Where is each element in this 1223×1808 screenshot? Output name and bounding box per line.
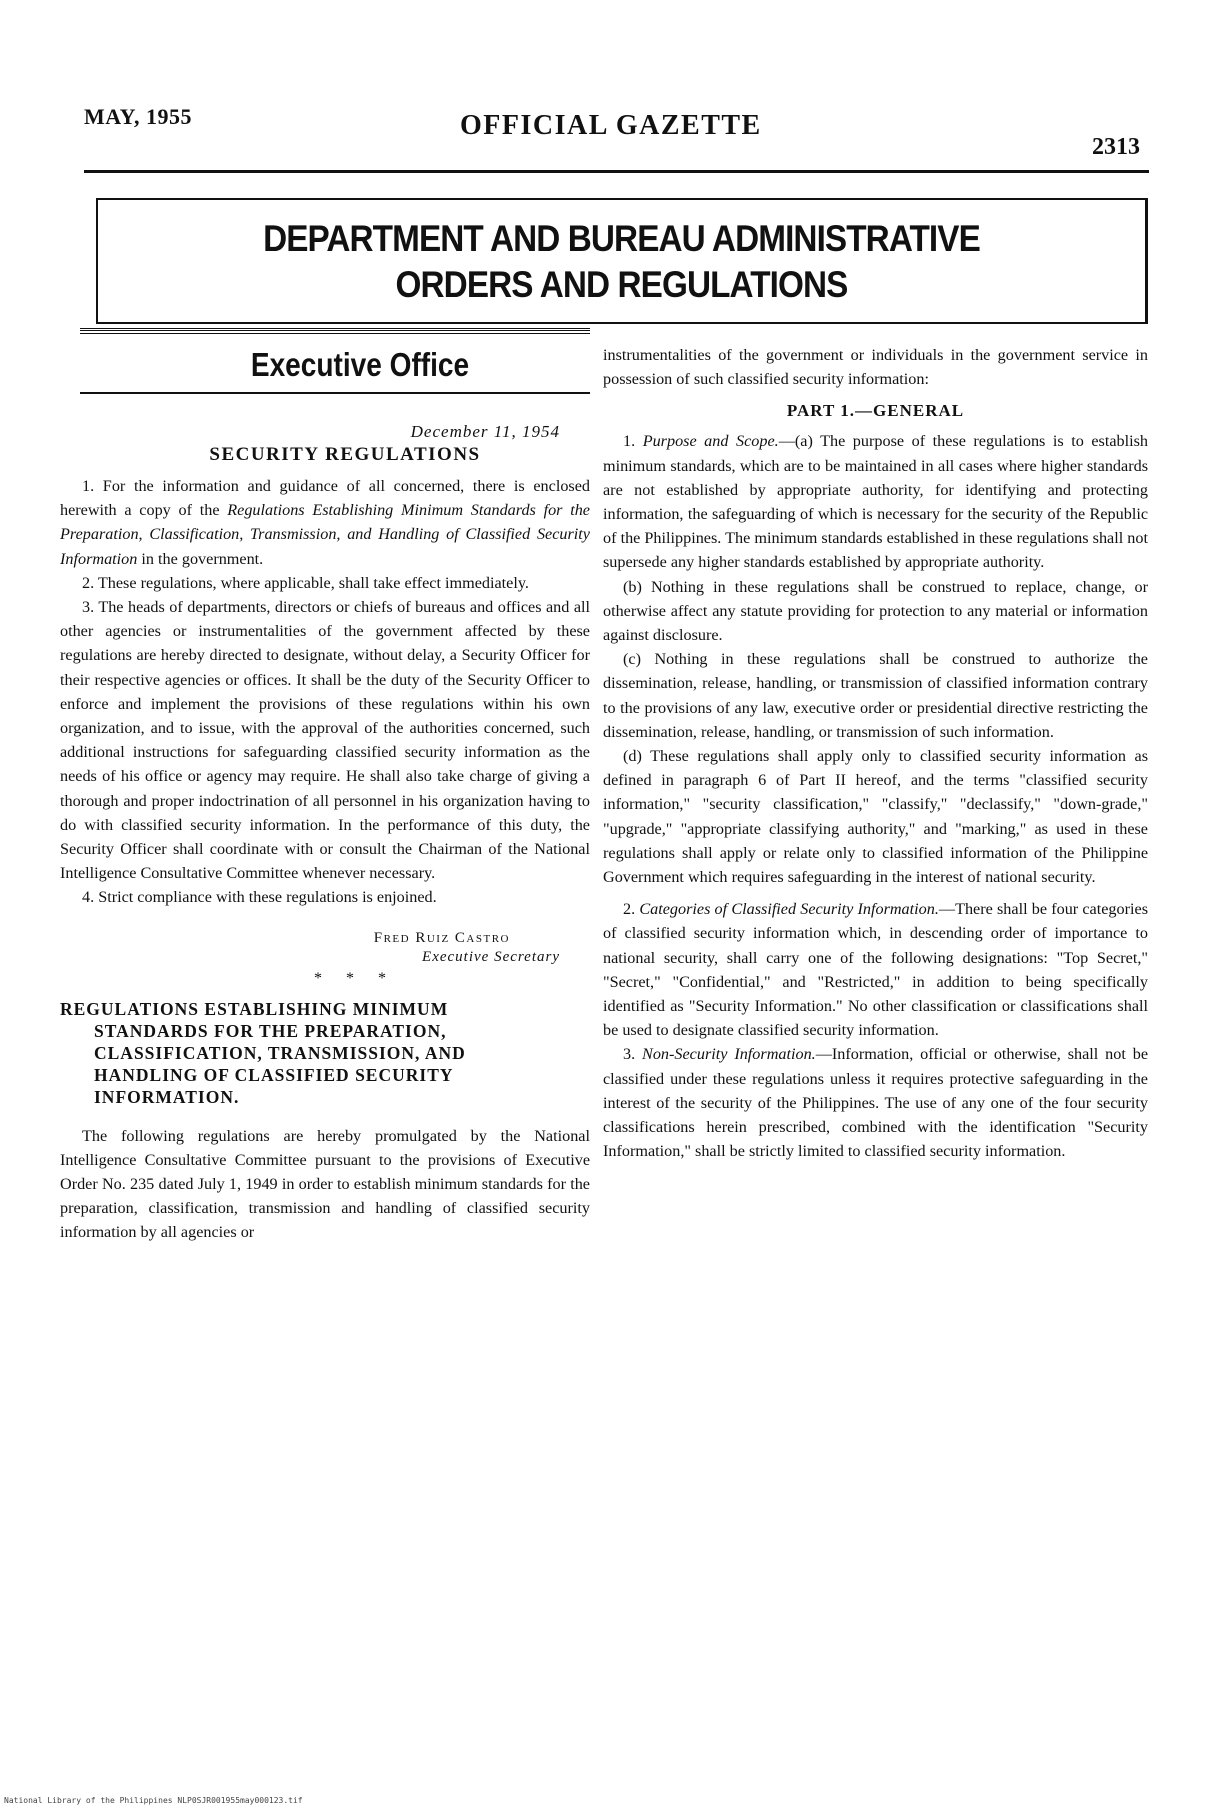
continued-text: instrumentalities of the government or individuals in the government service in possession of such classified security information: [603, 346, 1148, 389]
section-2 [603, 897, 1148, 1042]
section-1d: (d) These regulations shall apply only to classified security information as defined in paragraph 6 of Part II hereof, and the terms "classified security information," "security classification," "classify," "declassify," "down-grade," "upgrade," "appropriate classifying authority," and "marking," as used in these regulations shall apply or relate only to classified information of the Philippine Government which requires safeguarding in the interest of national security. [603, 747, 1148, 887]
section-3-heading: Non-Security Information. [642, 1045, 816, 1064]
section-2-text: —There shall be four categories of classified security information which, in descending order of importance to national security, shall carry one of the following designations: "Top Secret," "Secret," "Confidential," and "Restricted," in addition to being specifically identified as "Security Information." No other classification or classifications shall be used to designate classified security information. [603, 900, 1148, 1040]
section-separator: * * * [314, 969, 396, 987]
office-rule-top [80, 328, 590, 334]
regulations-intro: The following regulations are hereby promulgated by the National Intelligence Consultative Committee pursuant to the provisions of Executive Order No. 235 dated July 1, 1949 in order to establish minimum standards for the preparation, classification, transmission and handling of classified security information by all agencies or [60, 1126, 590, 1242]
regulations-title-line-2: STANDARDS FOR THE PREPARATION, [94, 1020, 447, 1041]
section-2-number: 2. [623, 900, 640, 919]
section-1a [603, 429, 1148, 574]
issue-date: MAY, 1955 [84, 104, 193, 129]
paragraph-4: 4. Strict compliance with these regulations is enjoined. [82, 888, 437, 907]
regulations-title-line-5: INFORMATION. [94, 1086, 240, 1107]
paragraph-3: 3. The heads of departments, directors or chiefs of bureaus and offices and all other agencies or instrumentalities of the government affected by these regulations are hereby directed to designate, without delay, a Security Officer for their respective agencies or offices. It shall be the duty of the Security Officer to enforce and implement the provisions of these regulations within his own organization, and to issue, with the approval of the authorities concerned, such additional instructions for safeguarding classified security information as the needs of his office or agency may require. He shall also take charge of giving a thorough and proper indoctrination of all personnel in his organization having to do with classified security information. In the performance of this duty, the Security Officer shall coordinate with or consult the Chairman of the National Intelligence Consultative Committee whenever necessary. [60, 598, 590, 883]
paragraph-2: 2. These regulations, where applicable, shall take effect immediately. [82, 573, 529, 592]
regulations-title-line-1: REGULATIONS ESTABLISHING MINIMUM [60, 998, 449, 1019]
regulations-title [60, 998, 590, 1108]
header-rule [84, 170, 1149, 173]
scan-footer: National Library of the Philippines NLP0SJR001955may000123.tif [4, 1796, 303, 1805]
order-title: SECURITY REGULATIONS [209, 444, 481, 465]
signer-title: Executive Secretary [422, 948, 560, 965]
section-3-number: 3. [623, 1045, 643, 1064]
banner-line-1: DEPARTMENT AND BUREAU ADMINISTRATIVE [263, 218, 980, 259]
section-1a-text: —(a) The purpose of these regulations is to establish minimum standards, which are to be maintained in all cases where higher standards are not established by appropriate authority, for identifying and protecting information, the safeguarding of which is necessary for the security of the Republic of the Philippines. The minimum standards established in these regulations shall not supersede any higher standards established by appropriate authority. [603, 432, 1148, 572]
section-2-heading: Categories of Classified Security Information. [639, 900, 939, 919]
order-date: December 11, 1954 [410, 422, 560, 441]
section-1b: (b) Nothing in these regulations shall be construed to replace, change, or otherwise affect any statute providing for protection to any material or information against disclosure. [603, 577, 1148, 645]
page-number: 2313 [1092, 134, 1140, 160]
section-1-number: 1. [623, 432, 643, 451]
signer-name: Fred Ruiz Castro [373, 929, 510, 946]
paragraph-1-end: in the government. [137, 549, 264, 568]
regulations-title-line-3: CLASSIFICATION, TRANSMISSION, AND [94, 1042, 466, 1063]
regulations-title-line-4: HANDLING OF CLASSIFIED SECURITY [94, 1064, 454, 1085]
section-banner [96, 198, 1148, 324]
part-heading: PART 1.—GENERAL [786, 401, 965, 421]
section-1-heading: Purpose and Scope. [642, 432, 779, 451]
paragraph-1-start: 1. For the information and guidance of all concerned, there is enclosed herewith a copy of the [60, 477, 590, 520]
paragraph-1 [60, 474, 590, 571]
section-1c: (c) Nothing in these regulations shall be construed to authorize the dissemination, release, handling, or transmission of classified information contrary to the provisions of any law, executive order or presidential directive restricting the dissemination, release, handling, or transmission of such information. [603, 650, 1148, 741]
right-column [603, 343, 1148, 1164]
banner-line-2: ORDERS AND REGULATIONS [395, 264, 848, 305]
section-3-text: —Information, official or otherwise, shall not be classified under these regulations unless it requires protective safeguarding in the interest of the security of the Philippines. The use of any one of the four security classifications herein prescribed, combined with the identification "Security Information," shall be strictly limited to classified security information. [603, 1045, 1148, 1161]
paragraph-1-italic: Regulations Establishing Minimum Standards for the Preparation, Classification, Transmission, and Handling of Classified Security Information [60, 501, 590, 568]
publication-title: OFFICIAL GAZETTE [460, 110, 762, 141]
left-column [60, 328, 590, 1245]
office-heading: Executive Office [250, 346, 470, 383]
section-3 [603, 1042, 1148, 1163]
office-rule-bottom [80, 392, 590, 394]
